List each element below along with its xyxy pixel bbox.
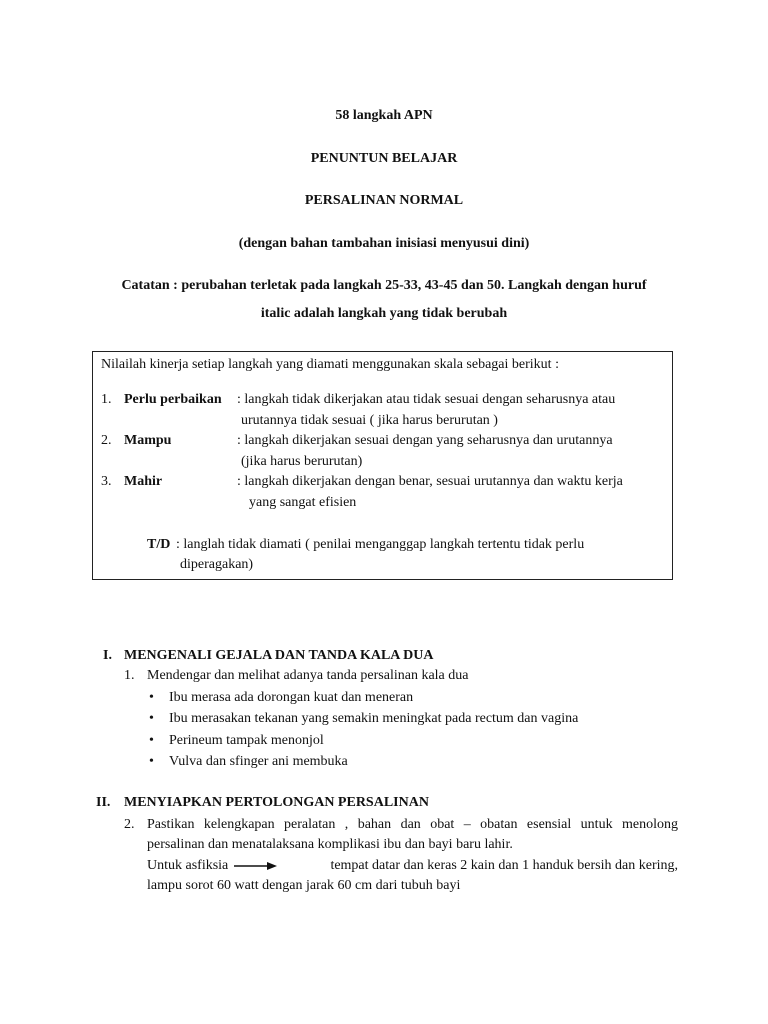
section-1-number: I. <box>103 648 112 663</box>
step-1-number: 1. <box>124 668 135 683</box>
scale-item-number: 2. <box>101 433 112 448</box>
scale-desc: : langkah dikerjakan sesuai dengan yang seharusnya dan urutannya <box>237 433 613 448</box>
document-subtitle-persalinan: PERSALINAN NORMAL <box>304 193 464 208</box>
scale-term-mampu: Mampu <box>124 433 172 448</box>
scale-term-mahir: Mahir <box>124 474 163 489</box>
scale-desc-cont: urutannya tidak sesuai ( jika harus berurutan ) <box>241 413 498 428</box>
bullet-item: • Perineum tampak menonjol <box>169 733 324 749</box>
arrow-right-icon <box>232 861 278 871</box>
bullet-item: • Ibu merasakan tekanan yang semakin meningkat pada rectum dan vagina <box>169 711 578 727</box>
scale-item-number: 1. <box>101 392 112 407</box>
scale-item-number: 3. <box>101 474 112 489</box>
step-2-line-4: lampu sorot 60 watt dengan jarak 60 cm dari tubuh bayi <box>147 878 461 893</box>
scale-desc: : langkah tidak dikerjakan atau tidak sesuai dengan seharusnya atau <box>237 392 616 407</box>
section-2-number: II. <box>96 795 111 810</box>
section-2-heading: MENYIAPKAN PERTOLONGAN PERSALINAN <box>124 795 429 810</box>
note-line-2: italic adalah langkah yang tidak berubah <box>260 306 508 321</box>
scale-desc-cont: (jika harus berurutan) <box>241 454 363 469</box>
scale-desc: : langkah dikerjakan dengan benar, sesuai urutannya dan waktu kerja <box>237 474 623 489</box>
step-2-line-2: persalinan dan menatalaksana komplikasi ibu dan bayi baru lahir. <box>147 837 513 852</box>
asfiksia-requirements: tempat datar dan keras 2 kain dan 1 handuk bersih dan kering, <box>330 858 678 873</box>
step-2-line-1: Pastikan kelengkapan peralatan , bahan dan obat – obatan esensial untuk menolong <box>147 817 678 832</box>
step-2-line-3 <box>147 858 678 874</box>
rating-scale-intro: Nilailah kinerja setiap langkah yang diamati menggunakan skala sebagai berikut : <box>101 357 559 372</box>
step-1-text: Mendengar dan melihat adanya tanda persalinan kala dua <box>147 668 469 683</box>
document-subtitle-imd: (dengan bahan tambahan inisiasi menyusui dini) <box>238 236 530 251</box>
document-subtitle-penuntun: PENUNTUN BELAJAR <box>310 151 458 166</box>
step-2-number: 2. <box>124 817 135 832</box>
scale-term-td: T/D <box>147 537 171 552</box>
section-1-heading: MENGENALI GEJALA DAN TANDA KALA DUA <box>124 648 434 663</box>
bullet-item: • Ibu merasa ada dorongan kuat dan meneran <box>169 690 413 706</box>
bullet-item: • Vulva dan sfinger ani membuka <box>169 754 348 770</box>
scale-desc-cont: yang sangat efisien <box>249 495 357 510</box>
scale-term-perlu-perbaikan: Perlu perbaikan <box>124 392 222 407</box>
scale-td-desc-cont: diperagakan) <box>180 557 254 572</box>
asfiksia-label: Untuk asfiksia <box>147 858 229 873</box>
note-line-1: Catatan : perubahan terletak pada langkah 25-33, 43-45 dan 50. Langkah dengan huruf <box>121 278 647 293</box>
scale-td-desc: : langlah tidak diamati ( penilai menganggap langkah tertentu tidak perlu <box>176 537 585 552</box>
document-title: 58 langkah APN <box>335 108 433 123</box>
